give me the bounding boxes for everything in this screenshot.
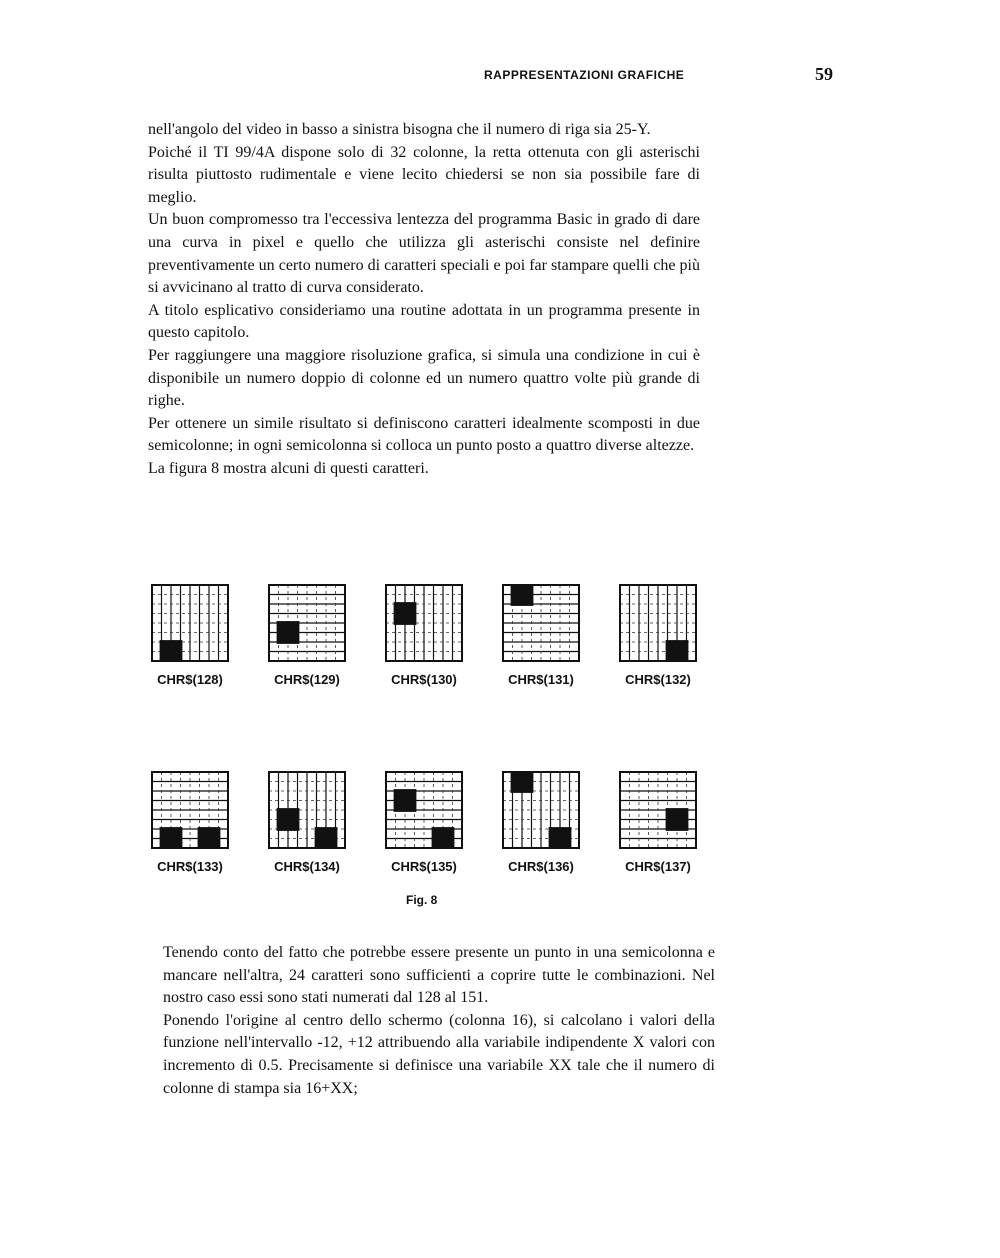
char-grid — [268, 584, 346, 662]
char-glyph — [491, 584, 591, 687]
paragraph: Un buon compromesso tra l'eccessiva lentezza del programma Basic in grado di dare una curva in pixel e quello che utilizza gli asterischi consiste nel definire preventivamente un certo numero di caratteri speciali e poi far stampare quelli che più si avvicinano al tratto di curva considerato. — [148, 211, 700, 297]
char-label: CHR$(132) — [625, 672, 691, 687]
body-text-top — [148, 119, 700, 481]
char-glyph — [374, 584, 474, 687]
char-glyph — [140, 584, 240, 687]
char-label: CHR$(137) — [625, 859, 691, 874]
pixel-block — [511, 771, 534, 793]
char-glyph — [608, 771, 708, 874]
paragraph: nell'angolo del video in basso a sinistra bisogna che il numero di riga sia 25-Y. — [148, 121, 651, 138]
pixel-block — [277, 808, 300, 831]
char-grid — [619, 771, 697, 849]
figure-caption: Fig. 8 — [406, 893, 438, 907]
paragraph: Poiché il TI 99/4A dispone solo di 32 colonne, la retta ottenuta con gli asterischi risulta piuttosto rudimentale e viene lecito chiedersi se non sia possibile fare di meglio. — [148, 143, 700, 206]
pixel-block — [160, 640, 183, 662]
char-label: CHR$(131) — [508, 672, 574, 687]
char-glyph — [257, 771, 357, 874]
char-grid — [502, 771, 580, 849]
char-label: CHR$(130) — [391, 672, 457, 687]
pixel-block — [198, 827, 221, 849]
page-header — [0, 64, 1000, 88]
char-glyph — [491, 771, 591, 874]
pixel-block — [277, 621, 300, 644]
paragraph: La figura 8 mostra alcuni di questi caratteri. — [148, 459, 429, 477]
pixel-block — [315, 827, 338, 849]
char-glyph — [140, 771, 240, 874]
pixel-block — [160, 827, 183, 849]
paragraph: Per ottenere un simile risultato si definiscono caratteri idealmente scomposti in due semicolonne; in ogni semicolonna si colloca un punto posto a quattro diverse altezze. — [148, 414, 700, 455]
paragraph: A titolo esplicativo consideriamo una routine adottata in un programma presente in questo capitolo. — [148, 301, 700, 342]
running-head: RAPPRESENTAZIONI GRAFICHE — [484, 68, 685, 82]
char-grid — [268, 771, 346, 849]
paragraph: Ponendo l'origine al centro dello schermo (colonna 16), si calcolano i valori della funzione nell'intervallo -12, +12 attribuendo alla variabile indipendente X valori con incremento di 0.5. Precisamente si definisce una variabile XX tale che il numero di colonne di stampa sia 16+XX; — [163, 1011, 715, 1097]
char-glyph — [374, 771, 474, 874]
paragraph: Tenendo conto del fatto che potrebbe essere presente un punto in una semicolonna e mancare nell'altra, 24 caratteri sono sufficienti a coprire tutte le combinazioni. Nel nostro caso essi sono stati numerati dal 128 al 151. — [163, 944, 715, 1007]
char-label: CHR$(135) — [391, 859, 457, 874]
pixel-block — [666, 640, 689, 662]
pixel-block — [432, 827, 455, 849]
character-figure — [140, 578, 740, 918]
char-label: CHR$(134) — [274, 859, 340, 874]
char-grid — [151, 771, 229, 849]
body-text-bottom — [163, 942, 715, 1100]
pixel-block — [549, 827, 572, 849]
char-grid — [502, 584, 580, 662]
char-grid — [385, 771, 463, 849]
char-glyph — [257, 584, 357, 687]
char-label: CHR$(128) — [157, 672, 223, 687]
page-number: 59 — [815, 64, 833, 84]
char-grid — [385, 584, 463, 662]
paragraph: Per raggiungere una maggiore risoluzione grafica, si simula una condizione in cui è disponibile un numero doppio di colonne ed un numero quattro volte più grande di righe. — [148, 346, 700, 410]
char-grid — [619, 584, 697, 662]
char-label: CHR$(133) — [157, 859, 223, 874]
pixel-block — [666, 808, 689, 831]
char-label: CHR$(136) — [508, 859, 574, 874]
char-grid — [151, 584, 229, 662]
pixel-block — [511, 584, 534, 606]
char-label: CHR$(129) — [274, 672, 340, 687]
pixel-block — [394, 789, 417, 812]
pixel-block — [394, 602, 417, 625]
char-glyph — [608, 584, 708, 687]
